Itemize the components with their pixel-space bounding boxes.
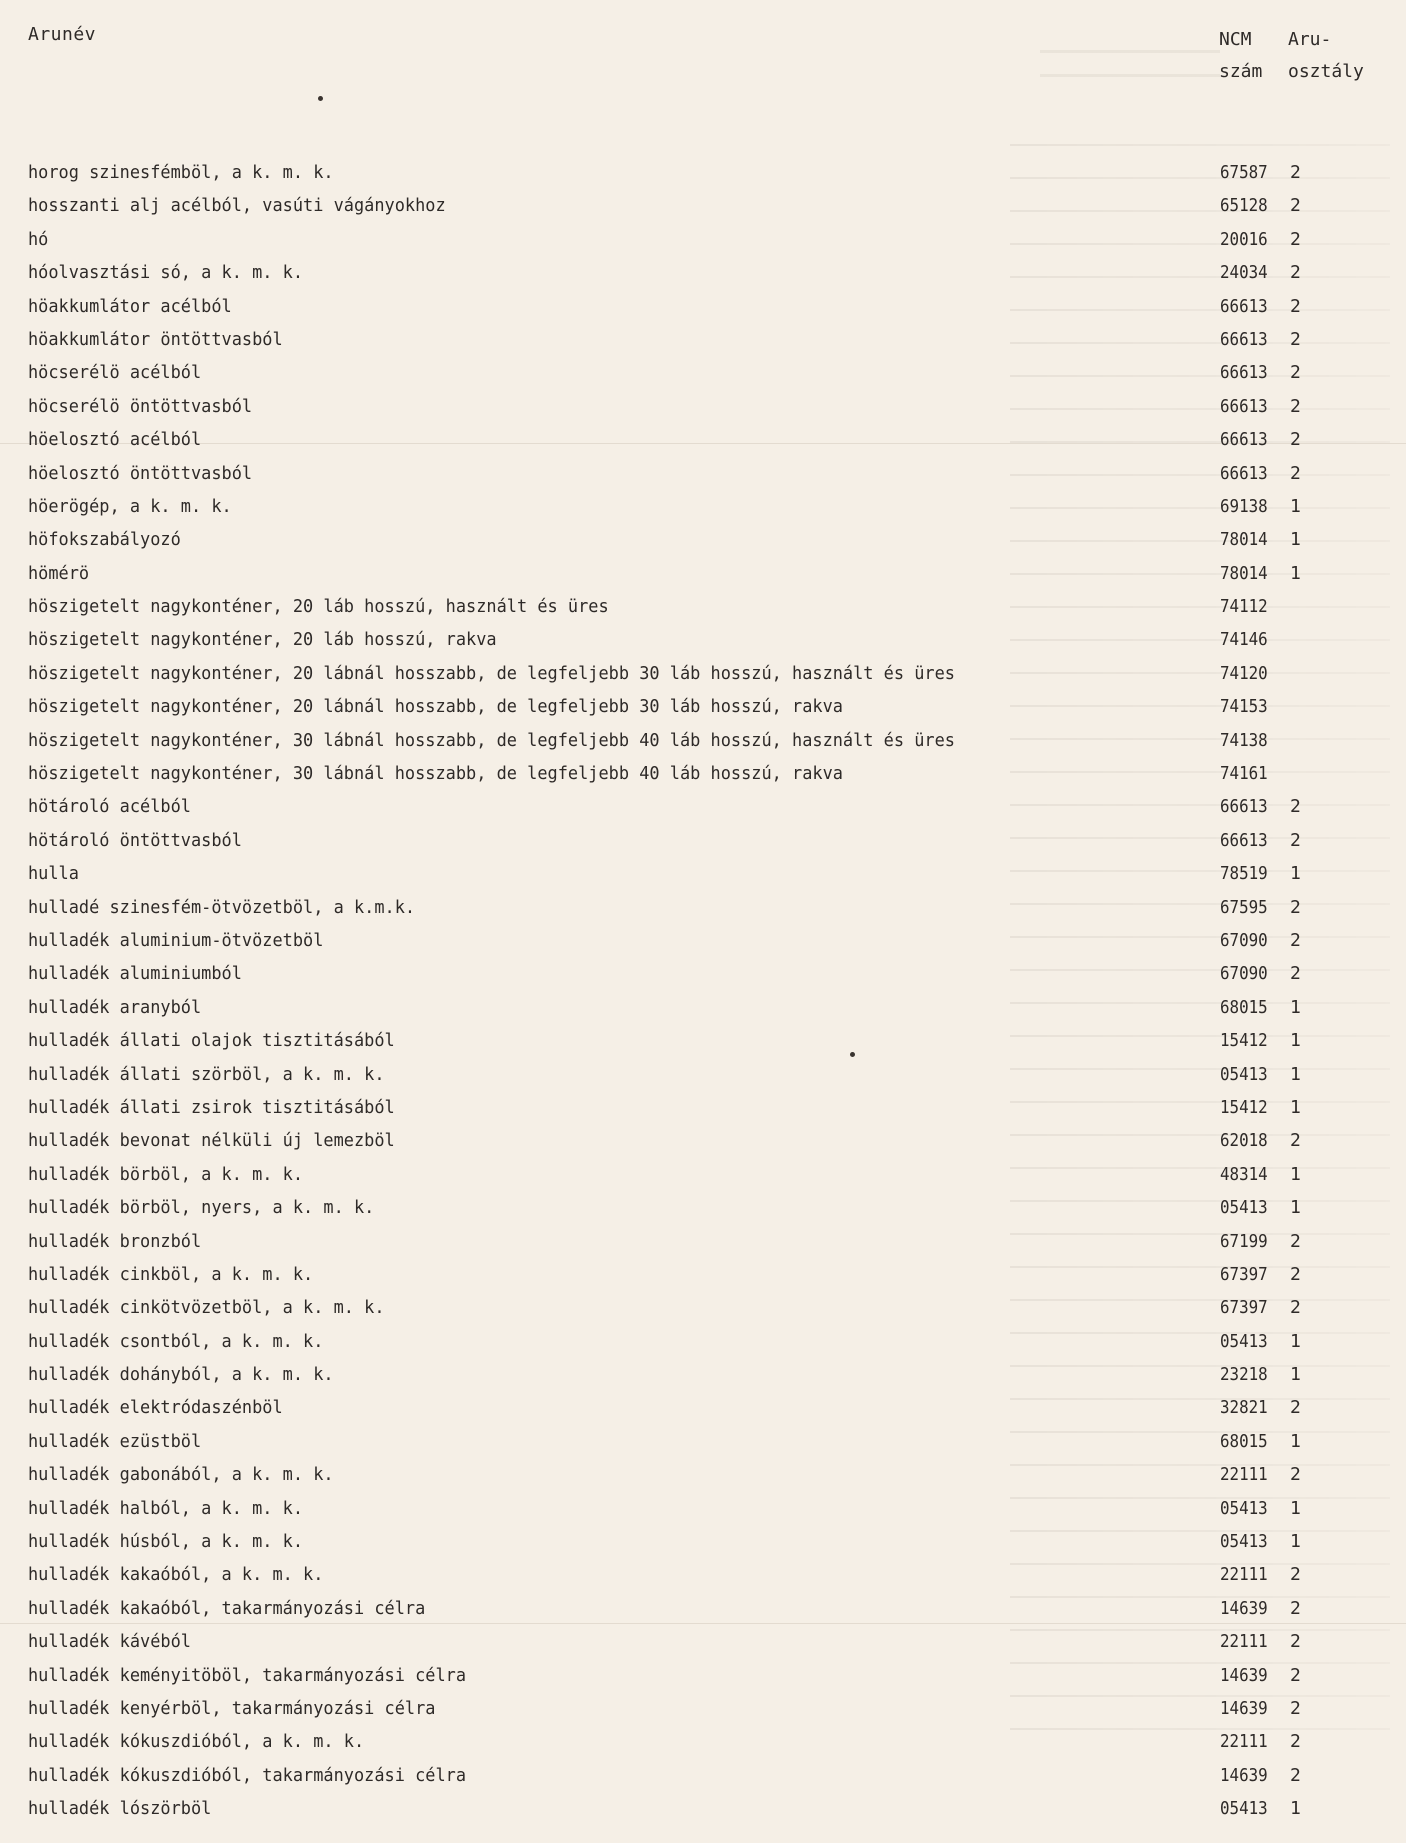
list-item [28,1425,1378,1458]
ncm-code: 74120 [1220,662,1268,684]
ncm-code: 67090 [1220,929,1268,951]
product-name: höelosztó acélból [28,429,202,451]
list-item [28,1659,1378,1692]
product-name: höszigetelt nagykonténer, 20 lábnál hosszabb, de legfeljebb 30 láb hosszú, rakva [28,696,843,718]
product-name: hömérö [28,562,90,584]
list-item [28,323,1378,356]
product-name: hulladék aluminium-ötvözetböl [28,929,324,951]
product-name: hulladék kókuszdióból, takarmányozási célra [28,1764,467,1786]
product-class: 1 [1290,495,1301,517]
product-class: 2 [1290,1397,1301,1419]
list-item [28,156,1378,189]
product-class: 2 [1290,1564,1301,1586]
list-item [28,1525,1378,1558]
product-name: hulladék állati olajok tisztitásából [28,1030,395,1052]
list-item [28,490,1378,523]
ncm-code: 23218 [1220,1364,1268,1386]
list-item [28,223,1378,256]
ncm-code: 74112 [1220,596,1268,618]
ncm-code: 62018 [1220,1130,1268,1152]
column-header-ncm-line2: szám [1219,61,1263,82]
product-name: hulladék aluminiumból [28,963,242,985]
ncm-code: 74138 [1220,729,1268,751]
ncm-code: 66613 [1220,362,1268,384]
product-name: hulladék halból, a k. m. k. [28,1497,304,1519]
list-item [28,1124,1378,1157]
product-class: 2 [1290,1263,1301,1285]
ncm-code: 15412 [1220,1096,1268,1118]
list-item [28,189,1378,222]
ncm-code: 68015 [1220,996,1268,1018]
list-item [28,1358,1378,1391]
list-item [28,1391,1378,1424]
product-class: 2 [1290,796,1301,818]
ncm-code: 67199 [1220,1230,1268,1252]
product-name: hulladék húsból, a k. m. k. [28,1531,304,1553]
column-header-class [1288,24,1364,88]
ncm-code: 67587 [1220,162,1268,183]
product-name: hötároló öntöttvasból [28,829,242,851]
product-class: 2 [1290,929,1301,951]
list-item [28,1592,1378,1625]
product-name: hötároló acélból [28,796,191,818]
product-class: 2 [1290,462,1301,484]
product-name: hulladék dohányból, a k. m. k. [28,1364,334,1386]
product-name: hulladé szinesfém-ötvözetböl, a k.m.k. [28,896,416,918]
ncm-code: 66613 [1220,829,1268,851]
product-class: 1 [1290,1364,1301,1386]
list-item [28,1692,1378,1725]
ncm-code: 66613 [1220,295,1268,317]
ncm-code: 67397 [1220,1297,1268,1319]
product-class: 2 [1290,1230,1301,1252]
list-item [28,1291,1378,1324]
ncm-code: 22111 [1220,1564,1268,1586]
product-name: hulladék bevonat nélküli új lemezböl [28,1130,395,1152]
list-item [28,1759,1378,1792]
product-name: höelosztó öntöttvasból [28,462,253,484]
list-item [28,356,1378,389]
product-name: höszigetelt nagykonténer, 20 lábnál hosszabb, de legfeljebb 30 láb hosszú, használt és üres [28,662,956,684]
ncm-code: 22111 [1220,1731,1268,1753]
ncm-code: 14639 [1220,1664,1268,1686]
product-class: 2 [1290,1664,1301,1686]
product-class: 2 [1290,896,1301,918]
ncm-code: 24034 [1220,262,1268,284]
ncm-code: 05413 [1220,1197,1268,1219]
ncm-code: 68015 [1220,1430,1268,1452]
list-item [28,857,1378,890]
product-name: hulladék állati szörböl, a k. m. k. [28,1063,385,1085]
product-name: hosszanti alj acélból, vasúti vágányokhoz [28,195,446,217]
list-item [28,824,1378,857]
product-name: hulladék kávéból [28,1631,191,1653]
product-class: 2 [1290,195,1301,217]
list-item [28,1558,1378,1591]
product-class: 2 [1290,262,1301,284]
list-item [28,590,1378,623]
ncm-code: 32821 [1220,1397,1268,1419]
product-class: 2 [1290,162,1301,183]
product-class: 2 [1290,228,1301,250]
list-item [28,423,1378,456]
product-class: 1 [1290,1430,1301,1452]
product-class: 2 [1290,1130,1301,1152]
product-name: hulladék kenyérböl, takarmányozási célra [28,1697,436,1719]
column-header-ncm-line1: NCM [1219,29,1252,50]
ncm-code: 14639 [1220,1697,1268,1719]
product-name: hulladék cinkböl, a k. m. k. [28,1263,314,1285]
list-item [28,957,1378,990]
list-item [28,690,1378,723]
product-list [28,156,1378,1826]
product-name: hulladék állati zsirok tisztitásából [28,1096,395,1118]
list-item [28,1091,1378,1124]
ncm-code: 78014 [1220,562,1268,584]
ncm-code: 78014 [1220,529,1268,551]
ncm-code: 66613 [1220,796,1268,818]
column-header-class-line1: Aru- [1288,29,1332,50]
product-class: 2 [1290,1764,1301,1786]
column-header-class-line2: osztály [1288,61,1364,82]
product-class: 2 [1290,429,1301,451]
list-item [28,1325,1378,1358]
product-name: höakkumlátor acélból [28,295,232,317]
product-class: 1 [1290,1030,1301,1052]
list-item [28,991,1378,1024]
product-class: 2 [1290,1731,1301,1753]
product-name: höcserélö öntöttvasból [28,395,253,417]
list-item [28,1225,1378,1258]
product-class: 1 [1290,1163,1301,1185]
ncm-code: 05413 [1220,1063,1268,1085]
list-item [28,924,1378,957]
list-item [28,1058,1378,1091]
ncm-code: 05413 [1220,1531,1268,1553]
ncm-code: 74161 [1220,763,1268,785]
product-name: höszigetelt nagykonténer, 20 láb hosszú, rakva [28,629,497,651]
ncm-code: 05413 [1220,1330,1268,1352]
ncm-code: 66613 [1220,395,1268,417]
product-name: höerögép, a k. m. k. [28,495,232,517]
list-item [28,790,1378,823]
product-class: 1 [1290,1197,1301,1219]
product-class: 1 [1290,529,1301,551]
product-class: 2 [1290,395,1301,417]
product-name: höszigetelt nagykonténer, 30 lábnál hosszabb, de legfeljebb 40 láb hosszú, rakva [28,763,843,785]
list-item [28,557,1378,590]
product-class: 2 [1290,1297,1301,1319]
ncm-code: 22111 [1220,1464,1268,1486]
ncm-code: 66613 [1220,328,1268,350]
ncm-code: 67595 [1220,896,1268,918]
list-item [28,290,1378,323]
product-name: höszigetelt nagykonténer, 20 láb hosszú, használt és üres [28,596,609,618]
product-name: hóolvasztási só, a k. m. k. [28,262,304,284]
product-class: 2 [1290,1697,1301,1719]
product-class: 2 [1290,1597,1301,1619]
product-name: höcserélö acélból [28,362,202,384]
product-name: horog szinesfémböl, a k. m. k. [28,162,334,183]
column-header-ncm [1219,24,1262,88]
list-item [28,1158,1378,1191]
product-name: höfokszabályozó [28,529,181,551]
ncm-code: 05413 [1220,1798,1268,1820]
product-class: 1 [1290,562,1301,584]
product-name: hulladék lószörböl [28,1798,212,1820]
product-class: 2 [1290,963,1301,985]
product-name: hulladék elektródaszénböl [28,1397,283,1419]
list-item [28,256,1378,289]
product-class: 1 [1290,996,1301,1018]
product-class: 1 [1290,1497,1301,1519]
product-class: 2 [1290,1631,1301,1653]
ink-speck [318,96,323,101]
product-name: hulladék keményitöböl, takarmányozási célra [28,1664,467,1686]
list-item [28,757,1378,790]
product-class: 1 [1290,1096,1301,1118]
product-name: hulladék kakaóból, a k. m. k. [28,1564,324,1586]
ncm-code: 67397 [1220,1263,1268,1285]
list-item [28,891,1378,924]
product-class: 2 [1290,328,1301,350]
list-item [28,724,1378,757]
table-header [28,24,1378,84]
product-name: hulladék aranyból [28,996,202,1018]
ncm-code: 67090 [1220,963,1268,985]
column-header-name: Arunév [28,24,97,45]
list-item [28,623,1378,656]
list-item [28,1191,1378,1224]
product-name: hulladék börböl, a k. m. k. [28,1163,304,1185]
product-name: höakkumlátor öntöttvasból [28,328,283,350]
ncm-code: 15412 [1220,1030,1268,1052]
list-item [28,1792,1378,1825]
list-item [28,457,1378,490]
ncm-code: 78519 [1220,863,1268,885]
product-class: 1 [1290,1330,1301,1352]
product-name: hulladék börböl, nyers, a k. m. k. [28,1197,375,1219]
product-name: hó [28,228,49,250]
product-name: hulladék cinkötvözetböl, a k. m. k. [28,1297,385,1319]
product-name: hulladék kókuszdióból, a k. m. k. [28,1731,365,1753]
product-name: hulladék kakaóból, takarmányozási célra [28,1597,426,1619]
product-class: 2 [1290,362,1301,384]
product-class: 1 [1290,1531,1301,1553]
ncm-code: 74153 [1220,696,1268,718]
product-class: 2 [1290,295,1301,317]
ncm-code: 20016 [1220,228,1268,250]
list-item [28,1492,1378,1525]
product-name: hulladék bronzból [28,1230,202,1252]
product-class: 1 [1290,1798,1301,1820]
ncm-code: 65128 [1220,195,1268,217]
ncm-code: 66613 [1220,429,1268,451]
list-item [28,1625,1378,1658]
product-name: höszigetelt nagykonténer, 30 lábnál hosszabb, de legfeljebb 40 láb hosszú, használt és üres [28,729,956,751]
ncm-code: 14639 [1220,1764,1268,1786]
list-item [28,657,1378,690]
product-class: 2 [1290,1464,1301,1486]
ncm-code: 48314 [1220,1163,1268,1185]
product-name: hulla [28,863,79,885]
ncm-code: 74146 [1220,629,1268,651]
list-item [28,1458,1378,1491]
list-item [28,390,1378,423]
list-item [28,1725,1378,1758]
ncm-code: 14639 [1220,1597,1268,1619]
product-class: 1 [1290,863,1301,885]
product-name: hulladék ezüstböl [28,1430,202,1452]
ncm-code: 05413 [1220,1497,1268,1519]
product-name: hulladék gabonából, a k. m. k. [28,1464,334,1486]
product-class: 1 [1290,1063,1301,1085]
product-name: hulladék csontból, a k. m. k. [28,1330,324,1352]
ncm-code: 22111 [1220,1631,1268,1653]
ncm-code: 66613 [1220,462,1268,484]
list-item [28,1024,1378,1057]
product-class: 2 [1290,829,1301,851]
list-item [28,1258,1378,1291]
ncm-code: 69138 [1220,495,1268,517]
list-item [28,523,1378,556]
